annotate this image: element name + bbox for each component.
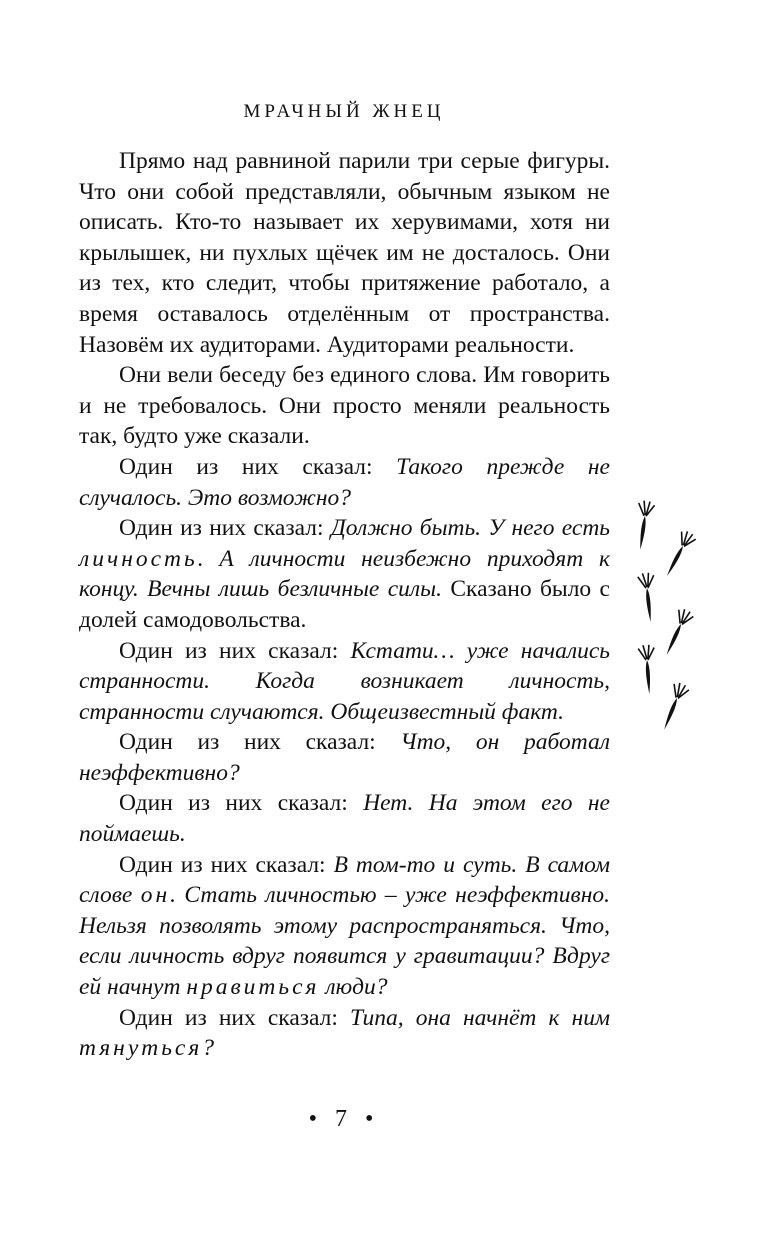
paragraph [79, 513, 610, 635]
quote: ? [202, 1035, 215, 1062]
speaker-lead: Один из них сказал: [119, 453, 397, 480]
body-text [79, 146, 610, 1064]
running-title: МРАЧНЫЙ ЖНЕЦ [243, 101, 445, 122]
quote: Что, он работал неэффективно? [79, 729, 610, 786]
paragraph: Прямо над равниной парили три серые фигуры. Что они собой представляли, обычным языком не описать. Кто-то называет их херувимами, хотя ни крылышек, ни пухлых щёчек им не досталось. Они из тех, кто следит, чтобы притяжение работало, а время оставалось отделённым от пространства. Назовём их аудиторами. Аудиторами реальности. [79, 148, 610, 358]
footprint-icon [632, 500, 655, 551]
footprint-icon [659, 607, 694, 658]
speaker-lead: Один из них сказал: [119, 790, 364, 817]
quote: Кстати… уже начались странности. Когда возникает личность, странности случаются. Общеизвестный факт. [79, 637, 610, 725]
narration: Сказано было с долей самодовольства. [79, 576, 610, 633]
quote: В том-то и суть. В самом слове [79, 851, 610, 909]
speaker-lead: Один из них сказал: [119, 637, 351, 664]
footprint-icon [657, 681, 690, 732]
speaker-lead: Один из них сказал: [119, 1004, 351, 1031]
speaker-lead: Один из них сказал: [119, 729, 401, 756]
quote-emphasis: он [140, 882, 171, 909]
quote: люди? [319, 974, 388, 1001]
speaker-lead: Один из них сказал: [119, 851, 334, 878]
quote: Типа, она начнёт к ним [350, 1004, 610, 1031]
paragraph [79, 452, 610, 513]
quote-emphasis: нравиться [186, 974, 320, 1001]
quote: Такого прежде не случалось. Это возможно? [79, 453, 610, 511]
quote: . Стать личностью – уже неэффективно. Нельзя позволять этому распространяться. Что, если личность вдруг появится у гравитации? Вдруг ей начнут [79, 882, 610, 1001]
paragraph [79, 1003, 610, 1064]
footprints-illustration [625, 476, 705, 746]
paragraph [79, 727, 610, 788]
paragraph [79, 850, 610, 1003]
page-number: • 7 • [308, 1106, 380, 1132]
quote: Должно быть. У него есть [330, 515, 610, 542]
quote: . А личности неизбежно приходят к концу. Вечны лишь безличные силы. [79, 545, 610, 603]
paragraph [79, 636, 610, 728]
paragraph [79, 788, 610, 849]
paragraph: Они вели беседу без единого слова. Им говорить и не требовалось. Они просто меняли реальность так, будто уже сказали. [79, 362, 610, 450]
footprint-icon [637, 572, 658, 622]
quote: Нет. На этом его не поймаешь. [79, 790, 610, 848]
footprint-icon [638, 644, 657, 694]
footprint-icon [660, 529, 697, 580]
speaker-lead: Один из них сказал: [119, 515, 331, 542]
quote-emphasis: тянуться [79, 1035, 203, 1062]
quote-emphasis: личность [79, 545, 198, 572]
